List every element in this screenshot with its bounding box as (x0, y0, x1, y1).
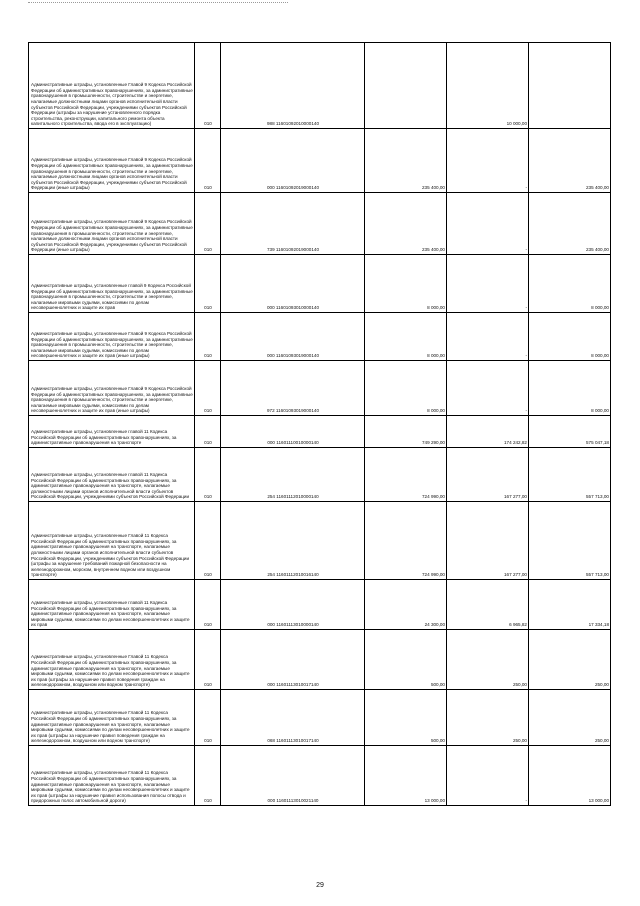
cell-remaining (529, 43, 611, 129)
cell-line-code: 010 (195, 43, 221, 129)
cell-remaining: 557 713,00 (529, 448, 611, 502)
cell-approved: 13 000,00 (365, 746, 447, 806)
table-row (29, 255, 611, 313)
table-row (29, 193, 611, 255)
cell-remaining: 8 000,00 (529, 255, 611, 313)
cell-executed: 174 242,82 (447, 416, 529, 448)
cell-line-code: 010 (195, 361, 221, 416)
cell-remaining: 235 400,00 (529, 193, 611, 255)
cell-line-code: 010 (195, 129, 221, 193)
table-row (29, 313, 611, 361)
cell-line-code: 010 (195, 255, 221, 313)
cell-name: Административные штрафы, установленные главой 9 Кодекса Российской Федерации об административных правонарушениях, за административные правонарушения в промышленности, строительстве и энергетике, налагаемые мировыми судьями, комиссиями по делам несовершеннолетних и защите их прав (29, 255, 195, 313)
table-row (29, 746, 611, 806)
cell-budget-code: 000 11601110010000140 (221, 416, 365, 448)
table-row (29, 580, 611, 630)
cell-approved: 500,00 (365, 630, 447, 690)
cell-line-code: 010 (195, 448, 221, 502)
cell-budget-code: 000 11601113010021140 (221, 746, 365, 806)
cell-executed: - (447, 746, 529, 806)
cell-approved: 8 000,00 (365, 313, 447, 361)
cell-executed: 167 277,00 (447, 448, 529, 502)
cell-budget-code: 068 11601113010017140 (221, 690, 365, 746)
cell-executed: 6 965,82 (447, 580, 529, 630)
cell-name: Административные штрафы, установленные Главой 11 Кодекса Российской Федерации об административных правонарушениях, за административные правонарушения на транспорте, налагаемые должностными лицами органов исполнительной власти субъектов Российской Федерации, учреждениями субъектов Российской Федерации (штрафы за нарушение требований пожарной безопасности на железнодорожном, морском, внутреннем водном или воздушном транспорте) (29, 502, 195, 580)
cell-executed: - (447, 361, 529, 416)
cell-remaining: 8 000,00 (529, 313, 611, 361)
cell-line-code: 010 (195, 746, 221, 806)
cell-budget-code: 000 11601092019000140 (221, 129, 365, 193)
cell-name: Административные штрафы, установленные главой 11 Кодекса Российской Федерации об административных правонарушениях, за административные правонарушения на транспорте, налагаемые мировыми судьями, комиссиями по делам несовершеннолетних и защите их прав (29, 580, 195, 630)
table-row (29, 416, 611, 448)
revenue-table-body (29, 43, 611, 806)
cell-name: Административные штрафы, установленные главой 11 Кодекса Российской Федерации об административных правонарушениях, за административные правонарушения на транспорте (29, 416, 195, 448)
cell-remaining: 575 047,18 (529, 416, 611, 448)
table-row (29, 630, 611, 690)
cell-executed: 250,00 (447, 690, 529, 746)
page-number: 29 (316, 882, 324, 889)
cell-remaining: 8 000,00 (529, 361, 611, 416)
cell-approved: 724 990,00 (365, 502, 447, 580)
cell-name: Административные штрафы, установленные главой 11 Кодекса Российской Федерации об административных правонарушениях, за административные правонарушения на транспорте, налагаемые должностными лицами органов исполнительной власти субъектов Российской Федерации, учреждениями субъектов Российской Федерации (29, 448, 195, 502)
cell-line-code: 010 (195, 416, 221, 448)
cell-name: Административные штрафы, установленные Главой 9 Кодекса Российской Федерации об административных правонарушениях, за административные правонарушения в промышленности, строительстве и энергетике, налагаемые мировыми судьями, комиссиями по делам несовершеннолетних и защите их прав (иные штрафы) (29, 361, 195, 416)
cell-name: Административные штрафы, установленные Главой 9 Кодекса Российской Федерации об административных правонарушениях, за административные правонарушения в промышленности, строительстве и энергетике, налагаемые должностными лицами органов исполнительной власти субъектов Российской Федерации, учреждениями субъектов Российской Федерации (иные штрафы) (29, 129, 195, 193)
cell-budget-code: 000 11601113010000140 (221, 580, 365, 630)
cell-remaining: 250,00 (529, 630, 611, 690)
cell-line-code: 010 (195, 630, 221, 690)
cell-name: Административные штрафы, установленные Главой 9 Кодекса Российской Федерации об административных правонарушениях, за административные правонарушения в промышленности, строительстве и энергетике, налагаемые мировыми судьями, комиссиями по делам несовершеннолетних и защите их прав (иные штрафы) (29, 313, 195, 361)
cell-approved (365, 43, 447, 129)
cell-line-code: 010 (195, 193, 221, 255)
cell-budget-code: 000 11601093019000140 (221, 313, 365, 361)
table-row (29, 43, 611, 129)
cell-approved: 500,00 (365, 690, 447, 746)
cell-line-code: 010 (195, 690, 221, 746)
cell-executed: 167 277,00 (447, 502, 529, 580)
cell-approved: 724 990,00 (365, 448, 447, 502)
table-row (29, 690, 611, 746)
cell-executed: - (447, 255, 529, 313)
cell-executed: - (447, 129, 529, 193)
cell-approved: 24 300,00 (365, 580, 447, 630)
cell-remaining: 235 400,00 (529, 129, 611, 193)
cell-approved: 8 000,00 (365, 361, 447, 416)
cell-approved: 235 400,00 (365, 129, 447, 193)
cell-remaining: 13 000,00 (529, 746, 611, 806)
table-row (29, 129, 611, 193)
cell-name: Административные штрафы, установленные Главой 9 Кодекса Российской Федерации об административных правонарушениях, за административные правонарушения в промышленности, строительстве и энергетике, налагаемые должностными лицами органов исполнительной власти субъектов Российской Федерации, учреждениями субъектов Российской Федерации (иные штрафы) (29, 193, 195, 255)
cell-line-code: 010 (195, 313, 221, 361)
cell-budget-code: 000 11601113010017140 (221, 630, 365, 690)
cell-name: Административные штрафы, установленные Главой 9 Кодекса Российской Федерации об административных правонарушениях, за административные правонарушения в промышленности, строительстве и энергетике, налагаемые должностными лицами органов исполнительной власти субъектов Российской Федерации, учреждениями субъектов Российской Федерации (штрафы за нарушение установленного порядка строительства, реконструкции, капитального ремонта объекта капитального строительства, ввода его в эксплуатацию) (29, 43, 195, 129)
cell-name: Административные штрафы, установленные Главой 11 Кодекса Российской Федерации об административных правонарушениях, за административные правонарушения на транспорте, налагаемые мировыми судьями, комиссиями по делам несовершеннолетних и защите их прав (штрафы за нарушение правил использования полосы отвода и придорожных полос автомобильной дороги) (29, 746, 195, 806)
cell-name: Административные штрафы, установленные Главой 11 Кодекса Российской Федерации об административных правонарушениях, за административные правонарушения на транспорте, налагаемые мировыми судьями, комиссиями по делам несовершеннолетних и защите их прав (штрафы за нарушение правил поведения граждан на железнодорожном, воздушном или водном транспорте) (29, 690, 195, 746)
cell-budget-code: 254 11601112010000140 (221, 448, 365, 502)
cell-approved: 235 400,00 (365, 193, 447, 255)
cell-budget-code: 972 11601093019000140 (221, 361, 365, 416)
cell-executed: 250,00 (447, 630, 529, 690)
cell-executed: - (447, 193, 529, 255)
cell-approved: 8 000,00 (365, 255, 447, 313)
cell-remaining: 250,00 (529, 690, 611, 746)
cell-line-code: 010 (195, 580, 221, 630)
cell-executed: - (447, 313, 529, 361)
revenue-table (28, 42, 611, 806)
scan-top-edge (28, 2, 288, 5)
cell-approved: 749 290,00 (365, 416, 447, 448)
cell-name: Административные штрафы, установленные Главой 11 Кодекса Российской Федерации об административных правонарушениях, за административные правонарушения на транспорте, налагаемые мировыми судьями, комиссиями по делам несовершеннолетних и защите их прав (штрафы за нарушение правил поведения граждан на железнодорожном, воздушном или водном транспорте) (29, 630, 195, 690)
cell-remaining: 557 713,00 (529, 502, 611, 580)
cell-line-code: 010 (195, 502, 221, 580)
table-row (29, 502, 611, 580)
cell-executed: 10 000,00 (447, 43, 529, 129)
cell-budget-code: 739 11601092019000140 (221, 193, 365, 255)
cell-budget-code: 000 11601093010000140 (221, 255, 365, 313)
cell-budget-code: 988 11601092010000140 (221, 43, 365, 129)
table-row (29, 361, 611, 416)
cell-remaining: 17 334,18 (529, 580, 611, 630)
cell-budget-code: 254 11601112010016140 (221, 502, 365, 580)
table-row (29, 448, 611, 502)
